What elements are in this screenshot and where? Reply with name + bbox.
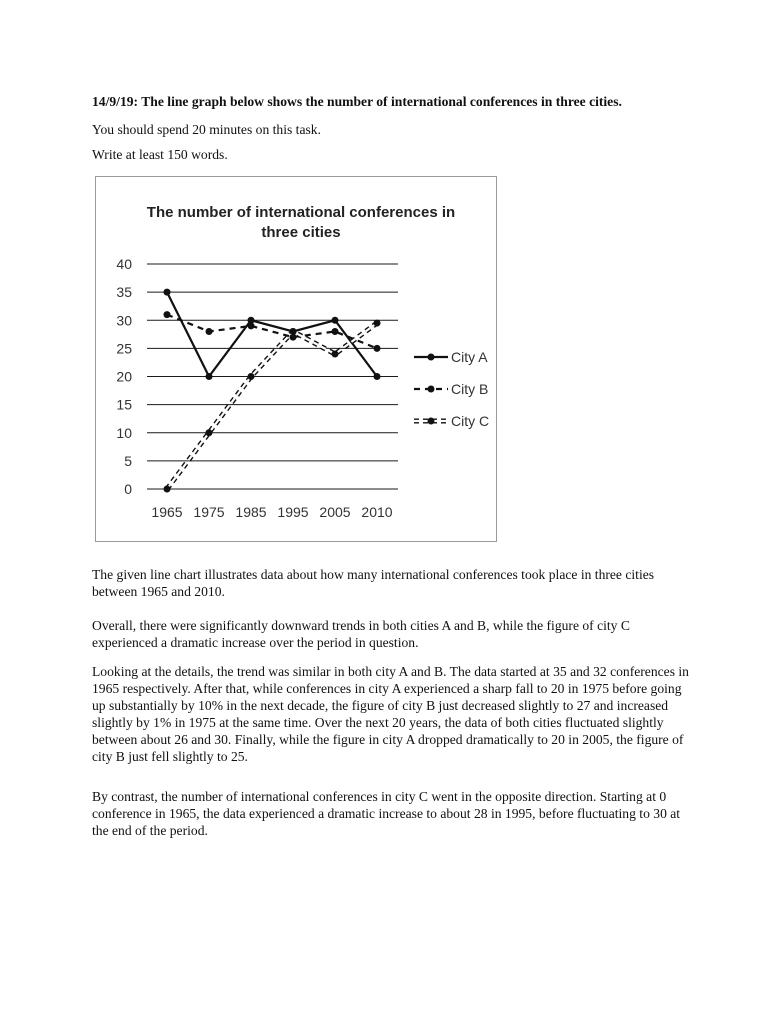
y-tick-label: 40 <box>116 256 132 272</box>
chart-series <box>164 289 381 493</box>
chart-title-line1: The number of international conferences in <box>146 204 456 221</box>
series-line-city-a <box>167 292 377 376</box>
data-point <box>290 328 297 335</box>
chart-legend <box>414 349 489 429</box>
legend-marker <box>428 418 435 425</box>
chart-gridlines <box>147 264 398 489</box>
data-point <box>332 351 339 358</box>
y-tick-label: 35 <box>116 284 132 301</box>
y-tick-label: 20 <box>116 368 132 385</box>
essay-paragraph-2: Overall, there were significantly downward trends in both cities A and B, while the figure of city C experienced a dramatic increase over the period in question. <box>92 618 630 650</box>
data-point <box>164 311 171 318</box>
line-chart <box>95 176 497 542</box>
chart-y-ticks <box>116 256 132 497</box>
data-point <box>248 373 255 380</box>
legend-marker <box>428 386 435 393</box>
x-tick-label: 2010 <box>361 504 393 520</box>
y-tick-label: 15 <box>116 396 132 413</box>
data-point <box>248 322 255 329</box>
essay-paragraph-3: Looking at the details, the trend was similar in both city A and B. The data started at 35 and 32 conferences in 1965 respectively. After that, while conferences in city A experienced a sharp fall to 20 in 1975 before going up substantially by 10% in the next decade, the figure of city B just decreased slightly to 27 and increased slightly by 1% in 1975 at the same time. Over the next 20 years, the data of both cities fluctuated slightly between about 26 and 30. Finally, while the figure in city A dropped dramatically to 20 in 2005, the figure of city B just fell slightly to 25. <box>92 664 689 764</box>
data-point <box>374 373 381 380</box>
x-tick-label: 2005 <box>319 504 351 520</box>
data-point <box>374 320 381 327</box>
data-point <box>206 373 213 380</box>
data-point <box>206 429 213 436</box>
y-tick-label: 30 <box>116 312 132 329</box>
legend-label: City C <box>451 413 490 429</box>
data-point <box>374 345 381 352</box>
legend-label: City B <box>451 381 489 397</box>
data-point <box>206 328 213 335</box>
task-date: 14/9/19: <box>92 94 139 109</box>
legend-label: City A <box>451 349 488 365</box>
chart-x-ticks <box>151 504 392 520</box>
y-tick-label: 25 <box>116 340 132 357</box>
data-point <box>164 486 171 493</box>
chart-title-line2: three cities <box>261 224 341 241</box>
x-tick-label: 1965 <box>151 504 183 520</box>
x-tick-label: 1985 <box>235 504 267 520</box>
word-instruction: Write at least 150 words. <box>92 147 228 162</box>
y-tick-label: 10 <box>116 424 132 441</box>
essay-paragraph-4: By contrast, the number of international conferences in city C went in the opposite direction. Starting at 0 conference in 1965, the data experienced a dramatic increase to about 28 in 1995, before fluctuating to 30 at the end of the period. <box>92 789 681 838</box>
y-tick-label: 5 <box>124 452 132 469</box>
task-prompt: The line graph below shows the number of international conferences in three cities. <box>138 94 622 109</box>
x-tick-label: 1995 <box>277 504 309 520</box>
data-point <box>332 328 339 335</box>
legend-marker <box>428 354 435 361</box>
data-point <box>332 317 339 324</box>
line-chart-canvas <box>96 177 498 543</box>
x-tick-label: 1975 <box>193 504 225 520</box>
essay-paragraph-1: The given line chart illustrates data about how many international conferences took place in three cities between 1965 and 2010. <box>92 567 655 599</box>
y-tick-label: 0 <box>124 481 132 497</box>
data-point <box>164 289 171 296</box>
time-instruction: You should spend 20 minutes on this task. <box>92 122 321 137</box>
task-heading <box>92 93 732 111</box>
